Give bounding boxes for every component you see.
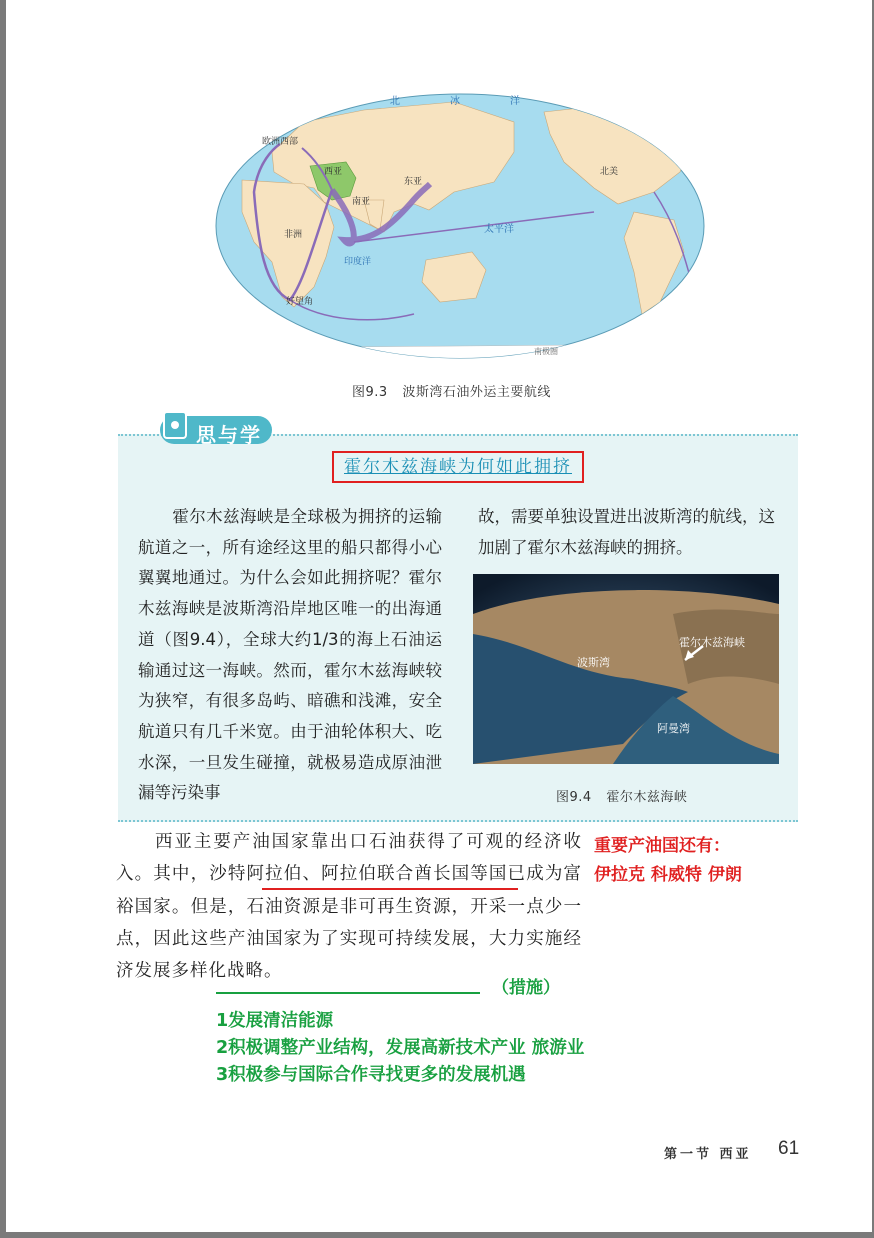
main-paragraph-text: 西亚主要产油国家靠出口石油获得了可观的经济收入。其中，沙特阿拉伯、阿拉伯联合酋长国等国已成为富裕国家。但是，石油资源是非可再生资源，开采一点少一点，因此这些产油国家为了实现可持续发展，大力实施经济发展多样化战略。 — [116, 832, 582, 982]
think-learn-label: 思与学 — [196, 423, 262, 447]
map-label-pacific: 太平洋 — [484, 224, 514, 235]
annotation-red-line-2: 伊拉克 科威特 伊朗 — [594, 865, 742, 885]
photo-figure-caption — [556, 786, 687, 805]
annotation-measure-1: 1发展清洁能源 — [216, 1011, 334, 1031]
handwritten-green-underline — [216, 992, 480, 994]
map-figure-caption — [352, 381, 551, 400]
handwritten-red-underline — [262, 888, 518, 890]
photo-figure-title: 霍尔木兹海峡 — [606, 790, 688, 805]
map-label-ice: 冰 — [450, 96, 460, 107]
annotation-measure-3: 3积极参与国际合作寻找更多的发展机遇 — [216, 1065, 526, 1085]
photo-label-gulf-of-oman: 阿曼湾 — [657, 722, 690, 735]
photo-label-persian-gulf: 波斯湾 — [577, 656, 610, 669]
map-label-north: 北 — [390, 96, 400, 107]
map-label-ocean: 洋 — [510, 96, 520, 107]
map-label-east-asia: 东亚 — [404, 177, 423, 187]
hormuz-satellite-photo — [473, 574, 779, 764]
footer-page-number: 61 — [778, 1138, 800, 1159]
map-figure-title: 波斯湾石油外运主要航线 — [402, 385, 551, 400]
photo-label-hormuz: 霍尔木兹海峡 — [679, 636, 745, 649]
box-paragraph-right: 故，需要单独设置进出波斯湾的航线，这加剧了霍尔木兹海峡的拥挤。 — [478, 507, 775, 557]
map-label-cape: 好望角 — [286, 297, 314, 307]
box-paragraph-left-text: 霍尔木兹海峡是全球极为拥挤的运输航道之一，所有途经这里的船只都得小心翼翼地通过。为什么会如此拥挤呢？霍尔木兹海峡是波斯湾沿岸地区唯一的出海通道（图9.4），全球大约1/3的海上石油运输通过这一海峡。然而，霍尔木兹海峡较为狭窄，有很多岛屿、暗礁和浅滩，安全航道只有几千米宽。由于油轮体积大、吃水深，一旦发生碰撞，就极易造成原油泄漏等污染事 — [138, 507, 442, 803]
map-label-north-america: 北美 — [600, 167, 619, 177]
box-heading: 霍尔木兹海峡为何如此拥挤 — [332, 451, 584, 483]
map-figure-number: 图9.3 — [352, 385, 388, 400]
annotation-red-line-1: 重要产油国还有： — [594, 836, 730, 856]
footer-section-title: 第一节 西亚 — [664, 1147, 752, 1162]
map-label-indian-ocean: 印度洋 — [344, 257, 372, 267]
map-label-africa: 非洲 — [284, 230, 303, 240]
map-label-south-asia: 南亚 — [352, 197, 371, 207]
map-label-antarctic: 南极圈 — [534, 347, 558, 356]
oil-route-world-map — [214, 92, 706, 360]
annotation-measure-2: 2积极调整产业结构，发展高新技术产业 旅游业 — [216, 1038, 585, 1058]
annotation-red-note — [594, 832, 742, 890]
annotation-measures-tag: （措施） — [492, 978, 560, 998]
photo-figure-number: 图9.4 — [556, 790, 592, 805]
annotation-measures-list — [216, 1008, 584, 1089]
main-paragraph — [116, 826, 582, 987]
map-label-western-europe: 欧洲西部 — [262, 137, 299, 147]
box-paragraph-left — [138, 502, 442, 809]
map-label-west-asia: 西亚 — [324, 167, 343, 177]
